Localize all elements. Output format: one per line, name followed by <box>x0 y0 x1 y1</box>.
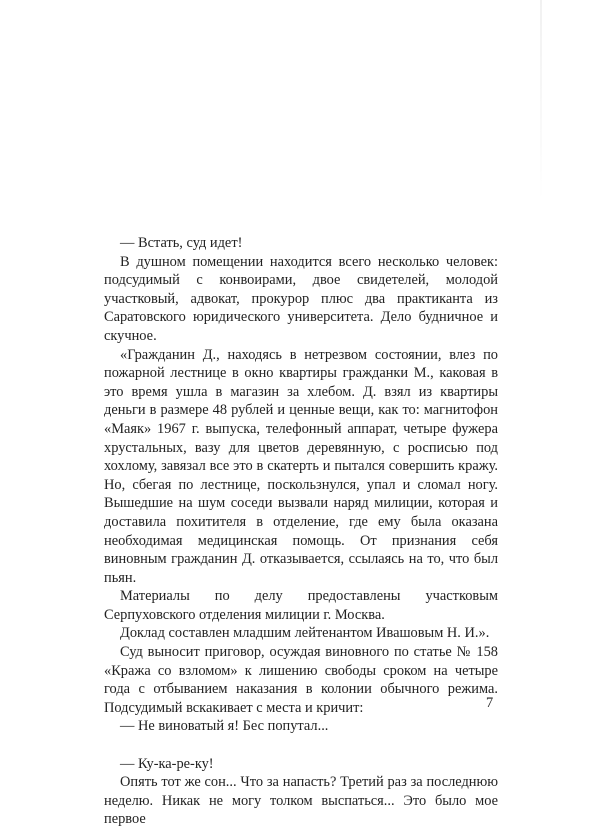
paragraph-verdict: Суд выносит приговор, осуждая виновного по статье № 158 «Кража со взломом» к лишению свободы сроком на четыре года с отбыванием наказания в колонии обычного режима. Подсудимый вскакивает с места и кричит: <box>104 644 498 716</box>
page-edge-shadow <box>540 0 542 200</box>
page-number: 7 <box>486 695 494 711</box>
paragraph-case-report: «Гражданин Д., находясь в нетрезвом состоянии, влез по пожарной лестнице в окно квартиры гражданки М., каковая в это время ушла в магазин за хлебом. Д. взял из квартиры деньги в размере 48 рублей и ценные вещи, как то: магнитофон «Маяк» 1967 г. выпуска, телефонный аппарат, четыре фужера хрустальных, вазу для цветов деревянную, с росписью под хохлому, завязал все это в скатерть и пытался совершить кражу. Но, сбегая по лестнице, поскользнулся, упал и сломал ногу. Вышедшие на шум соседи вызвали наряд милиции, которая и доставила похитителя в отделение, где ему была оказана необходимая медицинская помощь. От признания себя виновным гражданин Д. отказывается, ссылаясь на то, что был пьян. <box>104 346 498 586</box>
paragraph-report-author: Доклад составлен младшим лейтенантом Ивашовым Н. И.». <box>120 625 490 642</box>
paragraph-court-rise: — Встать, суд идет! <box>120 235 243 251</box>
body-text <box>104 234 498 829</box>
paragraph-courtroom: В душном помещении находится всего несколько человек: подсудимый с конвоирами, двое свидетелей, молодой участковый, адвокат, прокурор плюс два практиканта из Саратовского юридического университета. Дело будничное и скучное. <box>104 253 498 344</box>
paragraph-defendant-shout: — Не виноватый я! Бес попутал... <box>120 718 329 735</box>
paragraph-rooster: — Ку-ка-ре-ку! <box>120 755 214 772</box>
paragraph-materials: Материалы по делу предоставлены участковым Серпуховского отделения милиции г. Москва. <box>104 588 498 623</box>
paragraph-dream: Опять тот же сон... Что за напасть? Третий раз за последнюю неделю. Никак не могу толком выспаться... Это было мое первое <box>104 774 498 828</box>
